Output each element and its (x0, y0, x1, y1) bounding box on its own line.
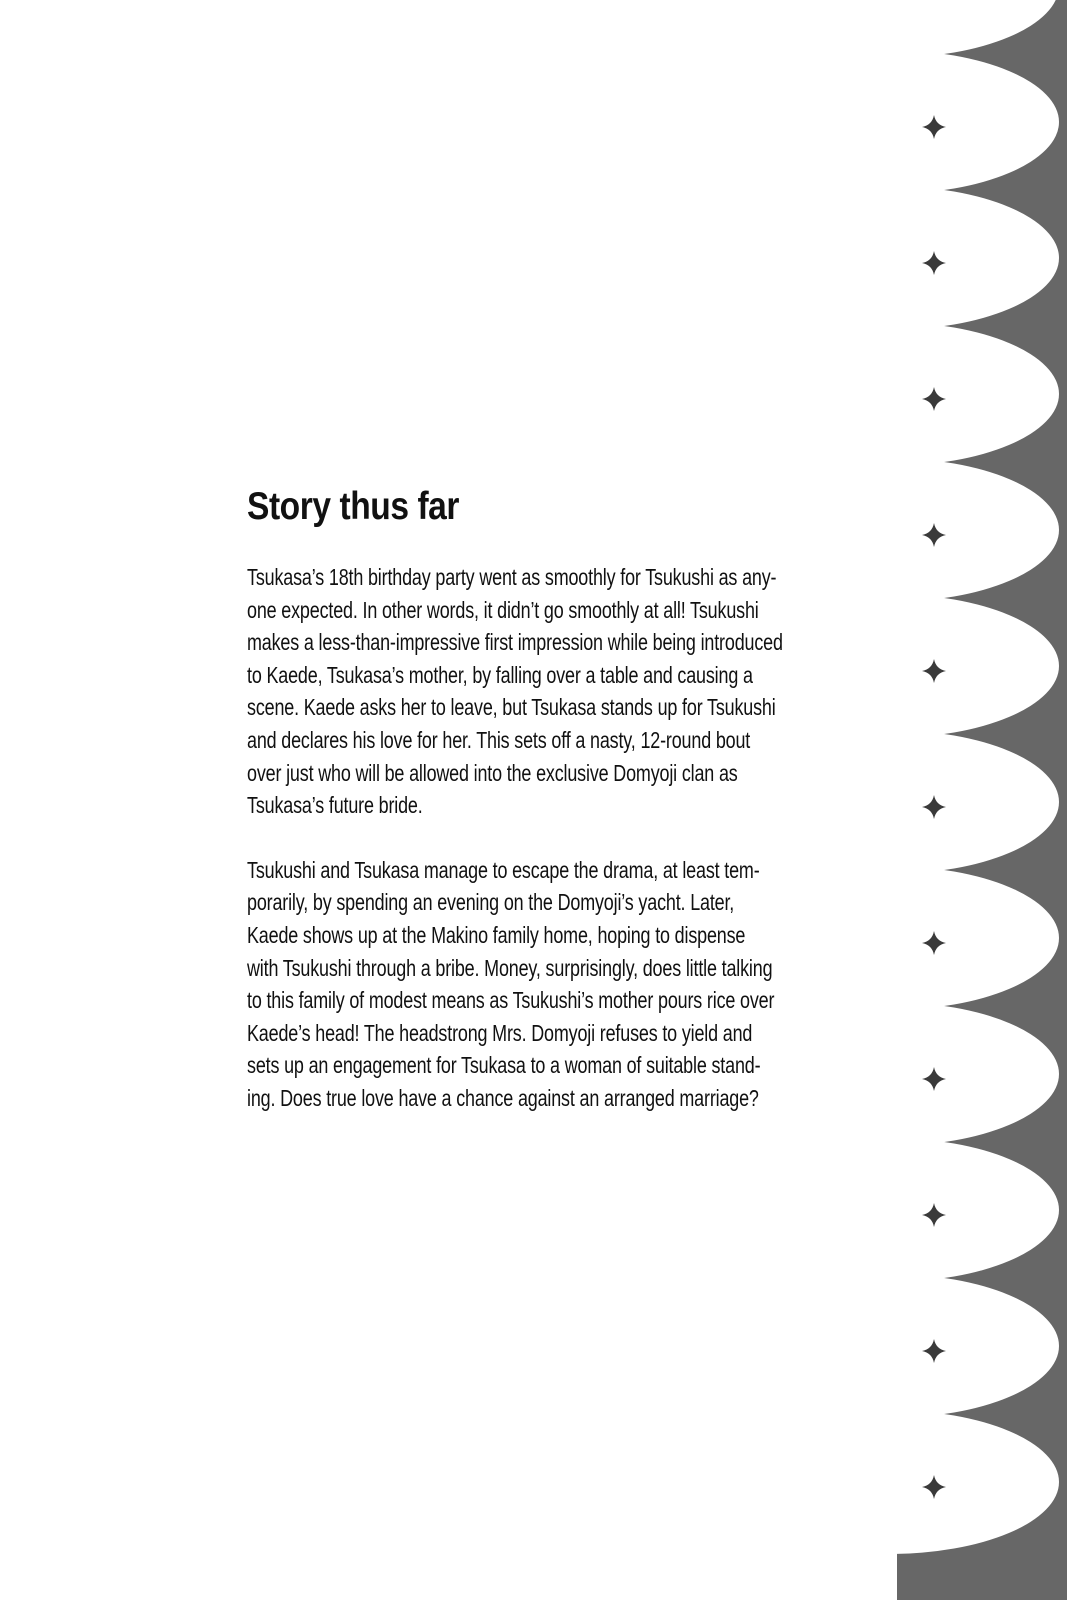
text-line: Tsukasa’s 18th birthday party went as smoothly for Tsukushi as any- (247, 564, 777, 590)
page-title: Story thus far (247, 485, 460, 528)
text-line: to this family of modest means as Tsukushi’s mother pours rice over (247, 987, 775, 1014)
text-line: one expected. In other words, it didn’t go smoothly at all! Tsukushi (247, 596, 759, 623)
text-line: porarily, by spending an evening on the Domyoji’s yacht. Later, (247, 889, 735, 916)
text-line: scene. Kaede asks her to leave, but Tsukasa stands up for Tsukushi (247, 694, 776, 721)
text-line: to Kaede, Tsukasa’s mother, by falling over a table and causing a (247, 661, 753, 688)
text-line: Kaede shows up at the Makino family home, hoping to dispense (247, 921, 746, 948)
paragraph-2 (247, 854, 822, 1115)
text-line: sets up an engagement for Tsukasa to a woman of suitable stand- (247, 1052, 761, 1079)
text-line: Tsukushi and Tsukasa manage to escape the drama, at least tem- (247, 856, 760, 883)
text-line: over just who will be allowed into the exclusive Domyoji clan as (247, 759, 738, 786)
text-line: Kaede’s head! The headstrong Mrs. Domyoji refuses to yield and (247, 1019, 753, 1046)
text-line: Tsukasa’s future bride. (247, 792, 423, 819)
border-scallops (897, 0, 1059, 1554)
scalloped-border (897, 0, 1067, 1600)
text-line: and declares his love for her. This sets off a nasty, 12-round bout (247, 726, 751, 753)
story-summary (247, 483, 822, 1147)
paragraph-1 (247, 561, 822, 822)
text-line: with Tsukushi through a bribe. Money, surprisingly, does little talking (247, 954, 773, 981)
text-line: ing. Does true love have a chance against an arranged marriage? (247, 1084, 759, 1111)
text-line: makes a less-than-impressive first impression while being introduced (247, 629, 783, 656)
